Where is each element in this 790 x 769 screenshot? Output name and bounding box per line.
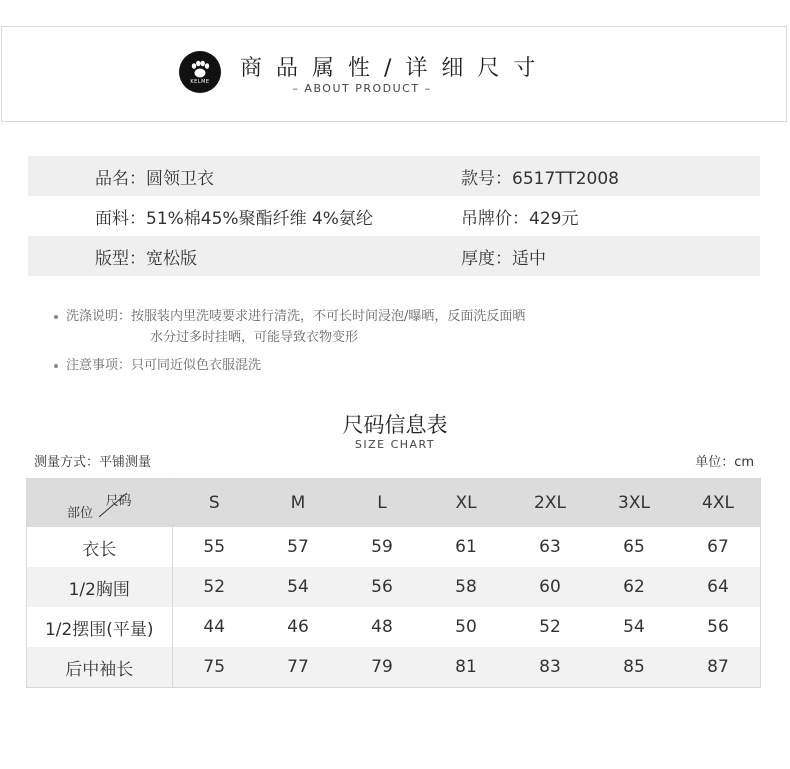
row-part: 衣长: [27, 527, 172, 567]
page-subtitle: – ABOUT PRODUCT –: [292, 82, 432, 95]
table-cell: 67: [707, 537, 729, 557]
table-cell: 83: [539, 657, 561, 677]
size-chart-subtitle: SIZE CHART: [354, 438, 436, 451]
attribute-row: [28, 156, 760, 196]
wash-text-cont: 水分过多时挂晒，可能导致衣物变形: [150, 330, 359, 345]
table-cell: 61: [455, 537, 477, 557]
table-cell: 77: [287, 657, 309, 677]
table-cell: 62: [623, 577, 645, 597]
table-cell: 63: [539, 537, 561, 557]
table-cell: 52: [539, 617, 561, 637]
table-cell: 54: [623, 617, 645, 637]
size-table: [27, 479, 760, 687]
measure-unit: 单位：cm: [695, 455, 754, 470]
corner-part-label: 部位: [67, 506, 94, 521]
table-cell: 56: [371, 577, 393, 597]
table-cell: 64: [707, 577, 729, 597]
size-header: S: [208, 493, 220, 513]
table-row: [27, 567, 760, 607]
size-header: M: [290, 493, 306, 513]
attribute-fit: 版型：宽松版: [95, 248, 197, 269]
attribute-name: 品名：圆领卫衣: [95, 168, 214, 189]
size-header: 4XL: [702, 493, 734, 513]
table-cell: 56: [707, 617, 729, 637]
table-cell: 81: [455, 657, 477, 677]
table-cell: 58: [455, 577, 477, 597]
table-corner-cell: [27, 479, 172, 527]
table-row: [27, 527, 760, 567]
table-row: [27, 647, 760, 687]
care-note: [54, 355, 525, 376]
wash-label: 洗涤说明：: [66, 309, 132, 324]
attribute-fabric: 面料：51%棉45%聚酯纤维 4%氨纶: [95, 208, 373, 229]
measure-method: 测量方式：平铺测量: [34, 455, 152, 470]
table-cell: 46: [287, 617, 309, 637]
paw-icon: [179, 51, 221, 93]
row-part: 1/2摆围(平量): [27, 607, 172, 647]
attribute-style-no: 款号：6517TT2008: [461, 168, 619, 189]
size-chart-title: 尺码信息表: [342, 413, 448, 437]
wash-text: 按服装内里洗唛要求进行清洗，不可长时间浸泡/曝晒，反面洗反面晒: [131, 309, 526, 324]
row-part: 后中袖长: [27, 647, 172, 687]
table-cell: 48: [371, 617, 393, 637]
table-cell: 75: [203, 657, 226, 677]
brand-logo: [179, 51, 221, 93]
table-cell: 79: [371, 657, 393, 677]
attribute-row: [28, 196, 760, 236]
table-cell: 52: [203, 577, 226, 597]
page-title: 商品属性/详细尺寸: [240, 56, 550, 81]
size-table-box: [26, 478, 761, 688]
table-cell: 60: [539, 577, 561, 597]
diagonal-divider: [27, 479, 172, 527]
care-label: 注意事项：: [66, 358, 132, 373]
table-cell: 65: [623, 537, 645, 557]
attribute-row: [28, 236, 760, 276]
size-header: XL: [455, 493, 477, 513]
size-header-row: [27, 479, 760, 527]
table-cell: 85: [623, 657, 645, 677]
care-text: 只可同近似色衣服混洗: [131, 358, 262, 373]
table-row: [27, 607, 760, 647]
table-cell: 44: [203, 617, 226, 637]
table-cell: 59: [371, 537, 393, 557]
table-cell: 55: [203, 537, 226, 557]
corner-size-label: 尺码: [105, 494, 132, 509]
attribute-table: [28, 156, 760, 276]
size-header: L: [377, 493, 387, 513]
table-cell: 87: [707, 657, 729, 677]
table-cell: 54: [287, 577, 309, 597]
attribute-price: 吊牌价：429元: [461, 208, 579, 229]
wash-note: [54, 306, 525, 348]
logo-text: KELME: [190, 79, 210, 85]
table-cell: 57: [287, 537, 309, 557]
table-cell: 50: [455, 617, 477, 637]
size-header: 3XL: [618, 493, 650, 513]
row-part: 1/2胸围: [27, 567, 172, 607]
attribute-thickness: 厚度：适中: [461, 248, 546, 269]
size-header: 2XL: [534, 493, 566, 513]
care-notes: [54, 306, 525, 376]
